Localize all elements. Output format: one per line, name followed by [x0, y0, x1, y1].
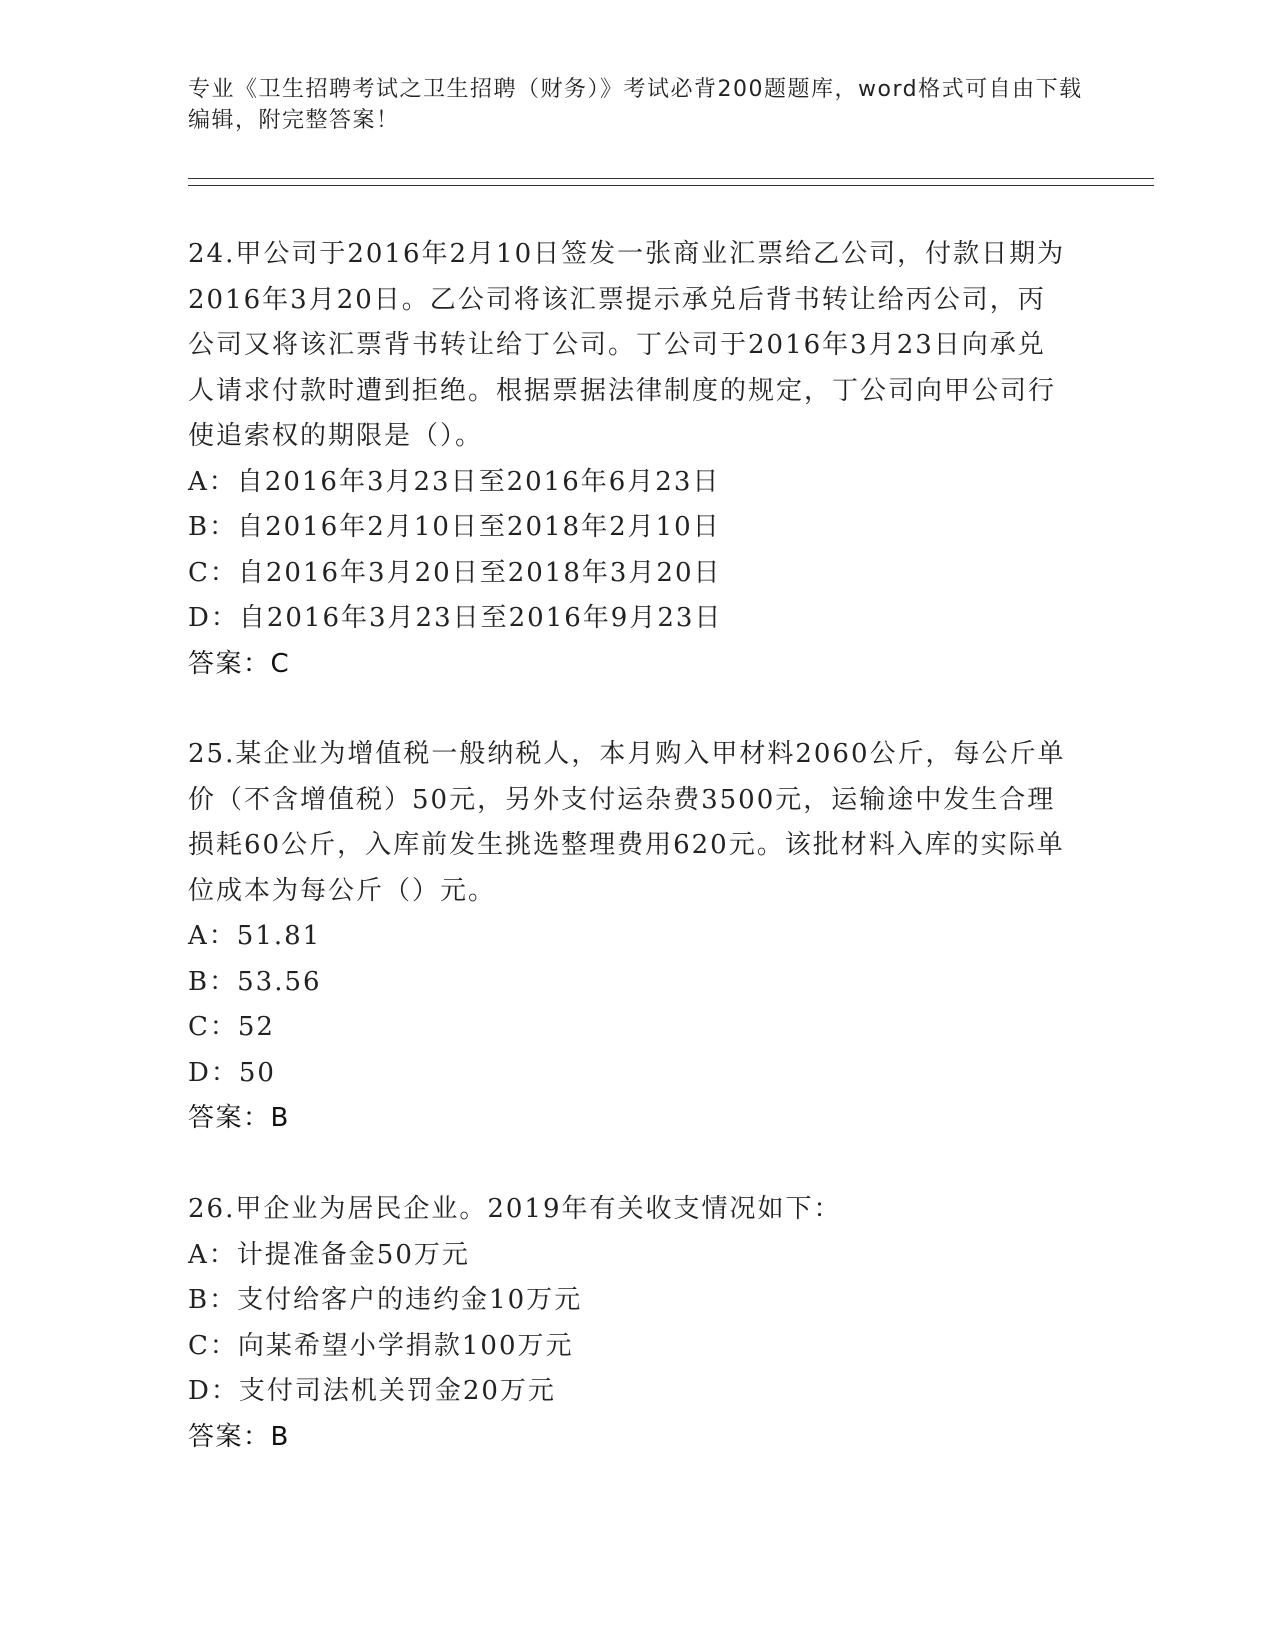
- option-c: C：52: [188, 1012, 275, 1042]
- option-d: D：支付司法机关罚金20万元: [188, 1376, 556, 1406]
- answer-line: 答案：C: [188, 648, 291, 679]
- option-a: A：自2016年3月23日至2016年6月23日: [188, 466, 721, 497]
- question-26: [188, 1187, 1088, 1460]
- answer-line: 答案：B: [188, 1103, 290, 1133]
- question-stem: 25.某企业为增值税一般纳税人，本月购入甲材料2060公斤，每公斤单价（不含增值税）50元，另外支付运杂费3500元，运输途中发生合理损耗60公斤，入库前发生挑选整理费用620元。该批材料入库的实际单位成本为每公斤（）元。: [188, 739, 1066, 906]
- answer-line: 答案：B: [188, 1421, 290, 1452]
- option-d: D：50: [188, 1057, 276, 1088]
- header-divider: [188, 178, 1154, 186]
- question-24: [188, 232, 1088, 687]
- option-b: B：支付给客户的违约金10万元: [188, 1285, 583, 1315]
- question-25: [188, 732, 1088, 1142]
- option-b: B：53.56: [188, 966, 322, 997]
- question-stem: 26.甲企业为居民企业。2019年有关收支情况如下：: [188, 1194, 842, 1224]
- option-c: C：向某希望小学捐款100万元: [188, 1330, 574, 1361]
- document-header: 专业《卫生招聘考试之卫生招聘（财务）》考试必背200题题库，word格式可自由下载编辑，附完整答案！: [188, 77, 1083, 133]
- question-stem: 24.甲公司于2016年2月10日签发一张商业汇票给乙公司，付款日期为2016年3月20日。乙公司将该汇票提示承兑后背书转让给丙公司，丙公司又将该汇票背书转让给丁公司。丁公司于2016年3月23日向承兑人请求付款时遭到拒绝。根据票据法律制度的规定，丁公司向甲公司行使追索权的期限是（）。: [188, 239, 1066, 451]
- option-a: A：计提准备金50万元: [188, 1239, 470, 1270]
- option-d: D：自2016年3月23日至2016年9月23日: [188, 603, 723, 633]
- option-c: C：自2016年3月20日至2018年3月20日: [188, 557, 722, 588]
- option-a: A：51.81: [188, 921, 322, 951]
- option-b: B：自2016年2月10日至2018年2月10日: [188, 512, 721, 542]
